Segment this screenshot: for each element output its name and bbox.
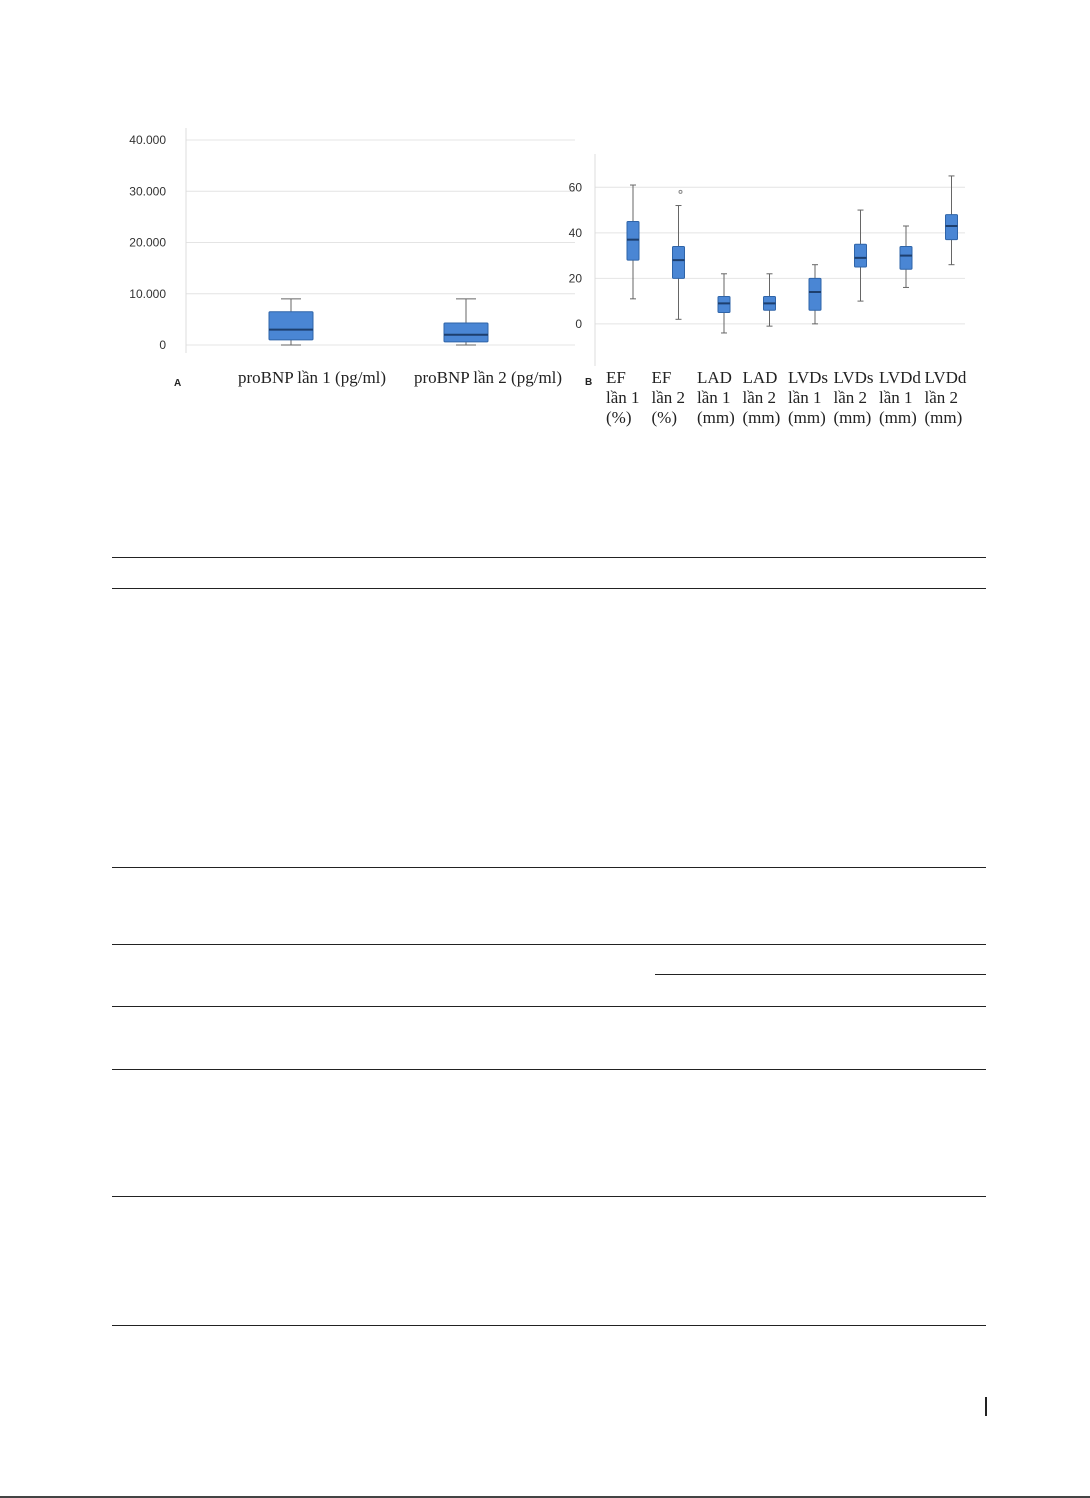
category-label: LVDs (833, 368, 874, 387)
table-rule-3 (112, 1006, 986, 1007)
y-tick-label: 10.000 (129, 286, 166, 301)
y-tick-label: 40 (568, 225, 582, 240)
box (855, 244, 867, 267)
category-label: lần 2 (924, 388, 959, 407)
box (444, 323, 488, 342)
category-label: lần 1 (788, 388, 822, 407)
category-label: proBNP lần 2 (pg/ml) (413, 368, 563, 387)
category-label: (%) (651, 408, 677, 427)
box (627, 221, 639, 260)
category-label: EF (651, 368, 672, 387)
outlier-point (679, 190, 682, 193)
category-label: (mm) (879, 408, 917, 427)
category-label: EF (606, 368, 626, 387)
table-rule-4 (112, 1069, 986, 1070)
panel-label: B (585, 377, 593, 388)
category-label: (mm) (697, 408, 735, 427)
box (673, 246, 685, 278)
table-rule-2 (112, 944, 986, 945)
box (900, 246, 912, 269)
table-top-rule (112, 557, 986, 558)
category-label: (%) (606, 408, 632, 427)
box (946, 215, 958, 240)
y-tick-label: 30.000 (129, 184, 166, 199)
y-tick-label: 20 (568, 271, 582, 286)
box (718, 297, 730, 313)
y-tick-label: 20.000 (129, 235, 166, 250)
category-label: lần 2 (833, 388, 868, 407)
table-header-rule (112, 588, 986, 589)
category-label: lần 2 (651, 388, 686, 407)
category-label: LVDd (879, 368, 921, 387)
category-label: LAD (742, 368, 778, 387)
table-subheader-rule (655, 974, 986, 975)
category-label: lần 1 (697, 388, 731, 407)
category-label: LVDd (924, 368, 967, 387)
y-tick-label: 60 (568, 180, 582, 195)
chart-b-echo (560, 140, 990, 440)
category-label: lần 2 (742, 388, 777, 407)
category-label: lần 1 (606, 388, 640, 407)
table-rule-1 (112, 867, 986, 868)
box (809, 278, 821, 310)
category-label: (mm) (742, 408, 781, 427)
panel-label: A (174, 378, 182, 389)
y-tick-label: 0 (575, 316, 582, 331)
box (269, 312, 313, 340)
y-tick-label: 0 (159, 338, 166, 352)
chart-a-probnp (0, 0, 593, 420)
y-tick-label: 40.000 (129, 133, 166, 147)
category-label: LVDs (788, 368, 828, 387)
category-label: (mm) (924, 408, 963, 427)
table-bottom-rule (112, 1325, 986, 1326)
page-number-marker (985, 1397, 987, 1416)
category-label: (mm) (833, 408, 872, 427)
category-label: proBNP lần 1 (pg/ml) (237, 368, 387, 387)
category-label: (mm) (788, 408, 826, 427)
category-label: lần 1 (879, 388, 913, 407)
category-label: LAD (697, 368, 732, 387)
table-rule-5 (112, 1196, 986, 1197)
